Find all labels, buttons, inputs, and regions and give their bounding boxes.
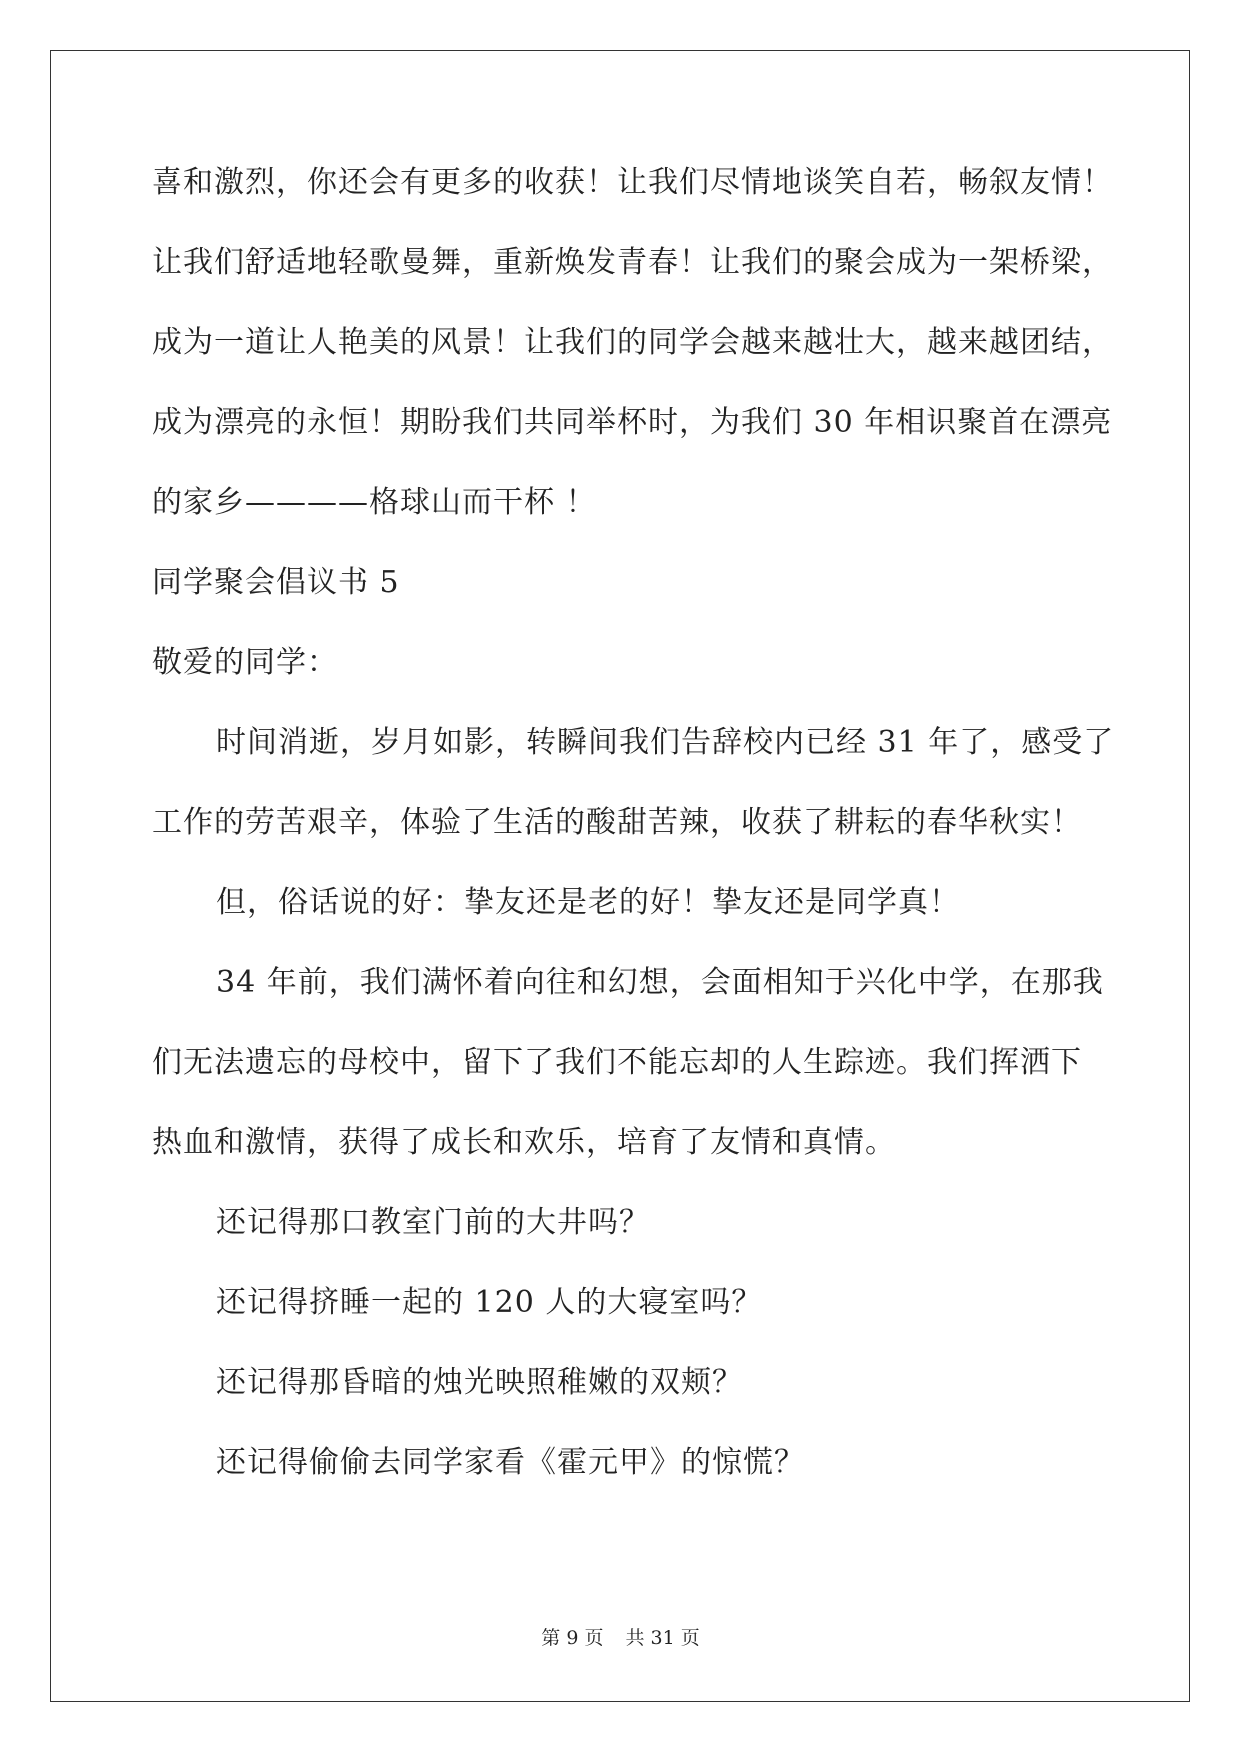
text-line: 成为漂亮的永恒！期盼我们共同举杯时，为我们 30 年相识聚首在漂亮 [152, 405, 1113, 440]
text-line: 让我们舒适地轻歌曼舞，重新焕发青春！让我们的聚会成为一架桥梁， [152, 245, 1113, 280]
paragraph-start: 时间消逝，岁月如影，转瞬间我们告辞校内已经 31 年了，感受了 [216, 725, 1115, 760]
text-line: 们无法遗忘的母校中，留下了我们不能忘却的人生踪迹。我们挥洒下 [152, 1045, 1082, 1080]
page-footer [0, 1626, 1241, 1650]
salutation: 敬爱的同学： [152, 645, 338, 680]
text-line: 的家乡————格球山而干杯 ！ [152, 485, 597, 520]
section-title: 同学聚会倡议书 5 [152, 565, 400, 600]
paragraph-start: 还记得那昏暗的烛光映照稚嫩的双颊？ [216, 1365, 743, 1400]
paragraph-start: 还记得那口教室门前的大井吗？ [216, 1205, 650, 1240]
paragraph-start: 但，俗话说的好：挚友还是老的好！挚友还是同学真！ [216, 885, 960, 920]
paragraph-start: 还记得偷偷去同学家看《霍元甲》的惊慌？ [216, 1445, 805, 1480]
text-line: 热血和激情，获得了成长和欢乐，培育了友情和真情。 [152, 1125, 896, 1160]
page-number: 第 9 页 [541, 1627, 604, 1649]
paragraph-start: 还记得挤睡一起的 120 人的大寝室吗？ [216, 1285, 763, 1320]
page-total: 共 31 页 [625, 1627, 700, 1649]
text-line: 成为一道让人艳美的风景！让我们的同学会越来越壮大，越来越团结， [152, 325, 1113, 360]
text-line: 喜和激烈，你还会有更多的收获！让我们尽情地谈笑自若，畅叙友情！ [152, 165, 1113, 200]
paragraph-start: 34 年前，我们满怀着向往和幻想，会面相知于兴化中学，在那我 [216, 965, 1104, 1000]
document-body [152, 163, 1115, 1523]
text-line: 工作的劳苦艰辛，体验了生活的酸甜苦辣，收获了耕耘的春华秋实！ [152, 805, 1082, 840]
